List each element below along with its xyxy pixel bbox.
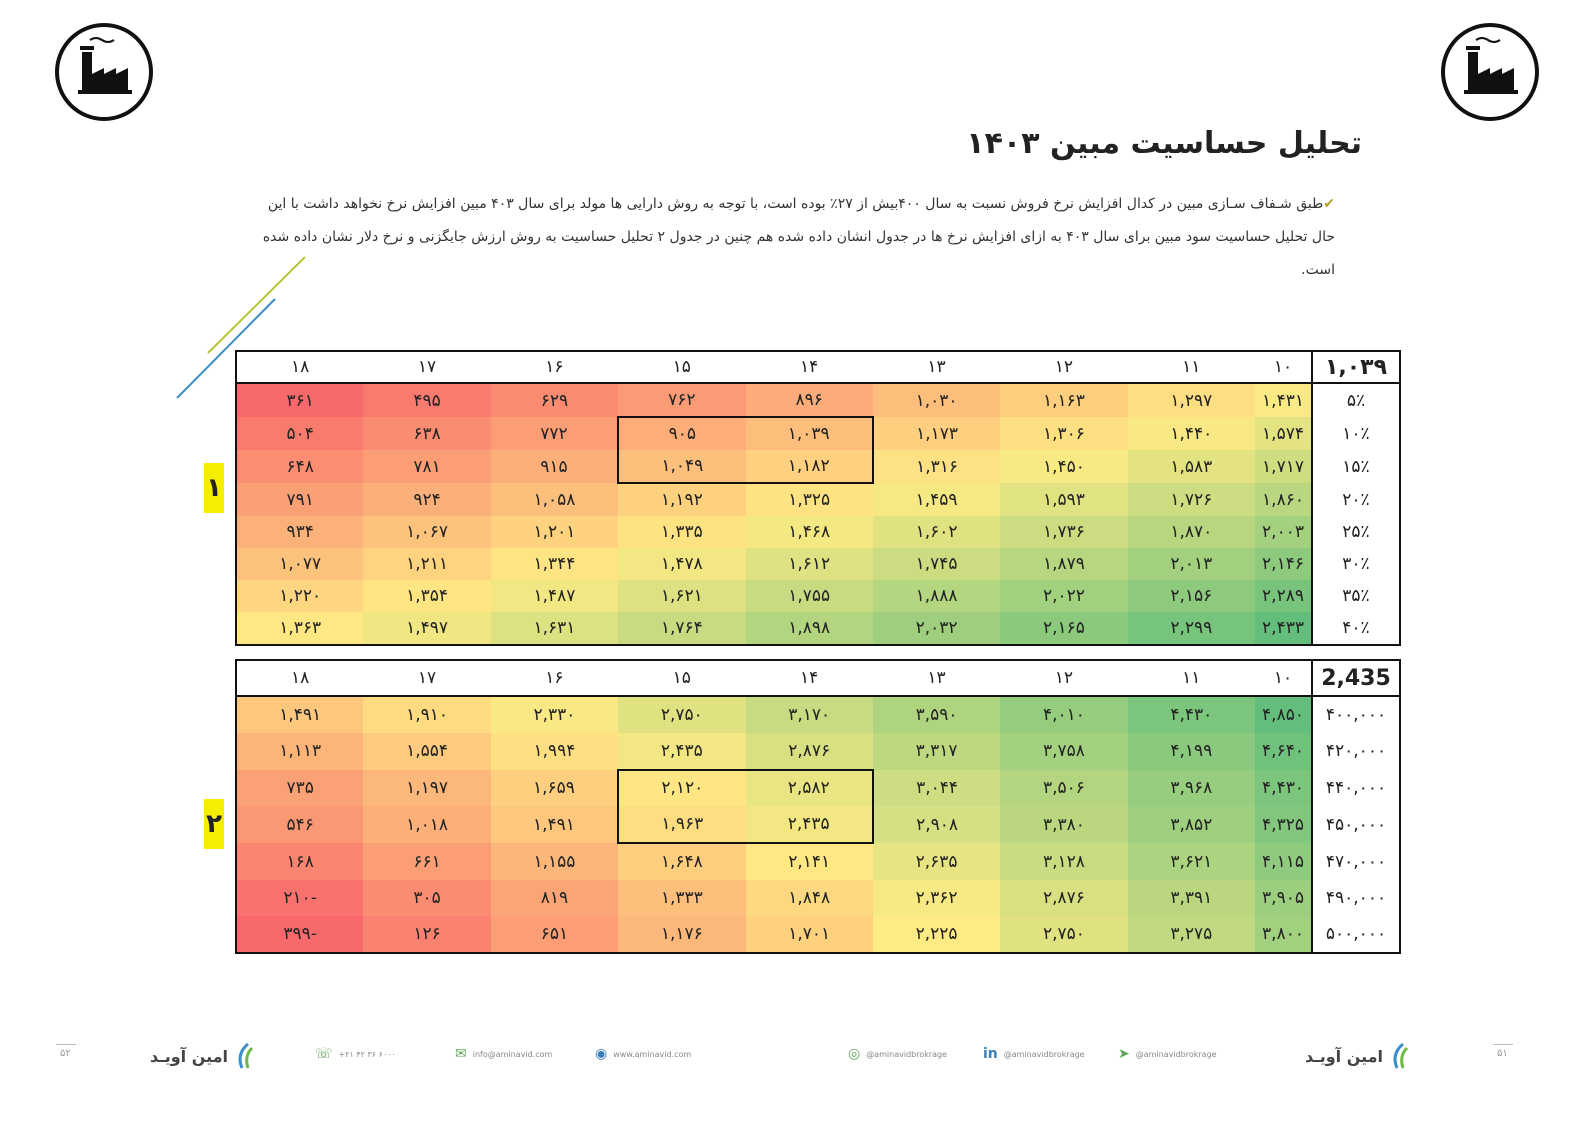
- table-cell: ۲,۸۷۶: [746, 733, 873, 770]
- mail-icon: ✉: [455, 1046, 467, 1062]
- factory-icon: [54, 22, 154, 122]
- table-cell: ۸۹۶: [746, 383, 873, 417]
- table-cell: -۳۹۹: [236, 916, 363, 953]
- table-cell: ۱,۷۲۶: [1128, 483, 1255, 516]
- table-cell: ۴۹۵: [363, 383, 490, 417]
- table-cell: ۹۲۴: [363, 483, 490, 516]
- table-cell: ۱,۸۴۸: [746, 880, 873, 916]
- table-cell: ۱,۰۳۰: [873, 383, 1000, 417]
- footer-telegram[interactable]: [1118, 1046, 1217, 1062]
- table-cell: ۱,۱۱۳: [236, 733, 363, 770]
- table-cell: ۸۱۹: [491, 880, 618, 916]
- telegram-icon: ➤: [1118, 1046, 1130, 1062]
- column-header: ۱۲: [1000, 660, 1127, 696]
- table-row: [236, 770, 1400, 807]
- table-cell: ۴,۰۱۰: [1000, 696, 1127, 733]
- table-cell: ۱,۱۷۳: [873, 417, 1000, 450]
- table-row: [236, 843, 1400, 880]
- telegram-text: @aminavidbrokrage: [1135, 1049, 1217, 1059]
- table-cell: ۱,۹۹۴: [491, 733, 618, 770]
- table-cell: ۱,۱۶۳: [1000, 383, 1127, 417]
- check-icon: ✔: [1323, 196, 1335, 212]
- instagram-icon: ◎: [848, 1046, 861, 1062]
- table-row: [236, 880, 1400, 916]
- table-cell: ۲,۰۲۲: [1000, 580, 1127, 612]
- table-cell: ۲,۲۹۹: [1128, 612, 1255, 645]
- table-cell: ۳,۶۲۱: [1128, 843, 1255, 880]
- table-cell: ۳,۰۴۴: [873, 770, 1000, 807]
- column-header: ۱۴: [746, 660, 873, 696]
- table-cell: ۴,۶۴۰: [1255, 733, 1312, 770]
- table-cell: ۱,۴۸۷: [491, 580, 618, 612]
- table-cell: ۳,۳۹۱: [1128, 880, 1255, 916]
- brand-name: امین آویـد: [1305, 1046, 1384, 1066]
- corner-value: ۱,۰۳۹: [1312, 351, 1400, 383]
- email-text: info@aminavid.com: [472, 1049, 553, 1059]
- table-cell: ۱,۱۷۶: [618, 916, 745, 953]
- table-cell: -۲۱۰: [236, 880, 363, 916]
- table-cell: ۲,۴۳۵: [618, 733, 745, 770]
- table2-badge: ۲: [204, 799, 224, 849]
- table-cell: ۱۶۸: [236, 843, 363, 880]
- table-cell: ۱,۵۹۳: [1000, 483, 1127, 516]
- table-cell: ۳,۲۷۵: [1128, 916, 1255, 953]
- table-cell: ۳,۱۷۰: [746, 696, 873, 733]
- row-header: ۲۰٪: [1312, 483, 1400, 516]
- table-cell: ۳,۵۰۶: [1000, 770, 1127, 807]
- column-header: ۱۷: [363, 351, 490, 383]
- phone-icon: ☏: [315, 1046, 333, 1062]
- table-cell: ۲,۶۳۵: [873, 843, 1000, 880]
- table-cell: ۱,۳۴۴: [491, 548, 618, 580]
- column-header: ۱۸: [236, 351, 363, 383]
- table-cell: ۱,۸۷۰: [1128, 516, 1255, 548]
- table-cell: ۱,۳۵۴: [363, 580, 490, 612]
- row-header: ۳۰٪: [1312, 548, 1400, 580]
- column-header: ۱۳: [873, 351, 1000, 383]
- table-cell: ۱,۲۰۱: [491, 516, 618, 548]
- table-cell: ۱,۴۶۸: [746, 516, 873, 548]
- table-cell: ۲,۷۵۰: [1000, 916, 1127, 953]
- footer-website[interactable]: [595, 1046, 691, 1062]
- table-row: [236, 383, 1400, 417]
- table-cell: ۱,۸۶۰: [1255, 483, 1312, 516]
- column-header: ۱۷: [363, 660, 490, 696]
- column-header: ۱۱: [1128, 351, 1255, 383]
- factory-logo-left: [54, 22, 154, 122]
- table-cell: ۱,۶۴۸: [618, 843, 745, 880]
- table-cell: ۱,۱۸۲: [746, 450, 873, 483]
- table-cell: ۱۲۶: [363, 916, 490, 953]
- table-cell: ۳,۸۵۲: [1128, 806, 1255, 843]
- table-cell: ۱,۰۵۸: [491, 483, 618, 516]
- table-cell: ۶۵۱: [491, 916, 618, 953]
- table-cell: ۴,۴۳۰: [1128, 696, 1255, 733]
- table-row: [236, 806, 1400, 843]
- table-row: [236, 696, 1400, 733]
- column-header: ۱۰: [1255, 660, 1312, 696]
- table-cell: ۱,۷۰۱: [746, 916, 873, 953]
- table-cell: ۱,۳۲۵: [746, 483, 873, 516]
- sensitivity-table-2: [235, 659, 1401, 954]
- table-cell: ۱,۴۹۷: [363, 612, 490, 645]
- table-row: [236, 580, 1400, 612]
- table-cell: ۲,۴۳۳: [1255, 612, 1312, 645]
- page-number-left: ۵۲: [60, 1048, 71, 1059]
- column-header: ۱۸: [236, 660, 363, 696]
- linkedin-icon: in: [983, 1046, 998, 1062]
- table-cell: ۴,۸۵۰: [1255, 696, 1312, 733]
- table-cell: ۳,۸۰۰: [1255, 916, 1312, 953]
- table-cell: ۲,۳۶۲: [873, 880, 1000, 916]
- corner-value: 2,435: [1312, 660, 1400, 696]
- table-cell: ۱,۷۶۴: [618, 612, 745, 645]
- table-cell: ۲,۵۸۲: [746, 770, 873, 807]
- footer-instagram[interactable]: [848, 1046, 947, 1062]
- table-row: [236, 548, 1400, 580]
- table-cell: ۶۳۸: [363, 417, 490, 450]
- table-cell: ۲,۰۰۳: [1255, 516, 1312, 548]
- table-cell: ۱,۰۶۷: [363, 516, 490, 548]
- table-cell: ۶۲۹: [491, 383, 618, 417]
- brand-left: [150, 1042, 256, 1070]
- table-row: [236, 450, 1400, 483]
- table-cell: ۱,۴۹۱: [491, 806, 618, 843]
- row-header: ۲۵٪: [1312, 516, 1400, 548]
- brand-logo-icon: [234, 1042, 256, 1070]
- table-cell: ۷۳۵: [236, 770, 363, 807]
- table-cell: ۲,۱۲۰: [618, 770, 745, 807]
- footer-phone[interactable]: [315, 1046, 396, 1062]
- table-cell: ۱,۸۸۸: [873, 580, 1000, 612]
- page-number-right: ۵۱: [1497, 1048, 1508, 1059]
- table-cell: ۱,۸۷۹: [1000, 548, 1127, 580]
- row-header: ۳۵٪: [1312, 580, 1400, 612]
- table-cell: ۱,۲۹۷: [1128, 383, 1255, 417]
- header-row: [236, 660, 1400, 696]
- table-cell: ۲,۱۴۱: [746, 843, 873, 880]
- table-cell: ۱,۷۵۵: [746, 580, 873, 612]
- linkedin-text: @aminavidbrokrage: [1003, 1049, 1085, 1059]
- row-header: ۴۴۰,۰۰۰: [1312, 770, 1400, 807]
- table-cell: ۳,۳۱۷: [873, 733, 1000, 770]
- table-cell: ۱,۵۸۳: [1128, 450, 1255, 483]
- table-cell: ۱,۷۴۵: [873, 548, 1000, 580]
- table-cell: ۱,۰۳۹: [746, 417, 873, 450]
- row-header: ۴۵۰,۰۰۰: [1312, 806, 1400, 843]
- table-cell: ۲,۱۶۵: [1000, 612, 1127, 645]
- sensitivity-table-1: [235, 350, 1401, 646]
- table1-badge: ۱: [204, 463, 224, 513]
- row-header: ۵۰۰,۰۰۰: [1312, 916, 1400, 953]
- table-cell: ۷۷۲: [491, 417, 618, 450]
- table-cell: ۹۳۴: [236, 516, 363, 548]
- table-cell: ۱,۱۹۲: [618, 483, 745, 516]
- table-cell: ۱,۹۱۰: [363, 696, 490, 733]
- table-cell: ۲,۷۵۰: [618, 696, 745, 733]
- footer-email[interactable]: [455, 1046, 552, 1062]
- website-text: www.aminavid.com: [613, 1049, 692, 1059]
- table-cell: ۱,۶۲۱: [618, 580, 745, 612]
- mouse-icon: ◉: [595, 1046, 608, 1062]
- table-row: [236, 417, 1400, 450]
- table-cell: ۱,۶۰۲: [873, 516, 1000, 548]
- table-cell: ۲,۰۳۲: [873, 612, 1000, 645]
- table-cell: ۱,۳۱۶: [873, 450, 1000, 483]
- table-cell: ۱,۴۹۱: [236, 696, 363, 733]
- table-cell: ۴,۳۲۵: [1255, 806, 1312, 843]
- table-cell: ۳,۳۸۰: [1000, 806, 1127, 843]
- phone-text: +۲۱ ۴۲ ۳۶ ۶۰۰۰: [338, 1049, 396, 1059]
- row-header: ۴۰۰,۰۰۰: [1312, 696, 1400, 733]
- column-header: ۱۰: [1255, 351, 1312, 383]
- table-cell: ۴,۴۳۰: [1255, 770, 1312, 807]
- table-cell: ۳۶۱: [236, 383, 363, 417]
- table-cell: ۲,۱۴۶: [1255, 548, 1312, 580]
- table-cell: ۱,۳۳۵: [618, 516, 745, 548]
- table-cell: ۷۶۲: [618, 383, 745, 417]
- table-cell: ۱,۵۵۴: [363, 733, 490, 770]
- instagram-text: @aminavidbrokrage: [866, 1049, 948, 1059]
- table-cell: ۲,۳۳۰: [491, 696, 618, 733]
- table-cell: ۹۰۵: [618, 417, 745, 450]
- table-cell: ۱,۴۵۹: [873, 483, 1000, 516]
- table-cell: ۳,۱۲۸: [1000, 843, 1127, 880]
- table-cell: ۳۰۵: [363, 880, 490, 916]
- table-cell: ۶۴۸: [236, 450, 363, 483]
- brand-right: [1305, 1042, 1411, 1070]
- column-header: ۱۶: [491, 660, 618, 696]
- table-cell: ۲,۱۵۶: [1128, 580, 1255, 612]
- row-header: ۴۷۰,۰۰۰: [1312, 843, 1400, 880]
- table-cell: ۲,۰۱۳: [1128, 548, 1255, 580]
- table-cell: ۱,۴۳۱: [1255, 383, 1312, 417]
- column-header: ۱۲: [1000, 351, 1127, 383]
- table-cell: ۱,۳۳۳: [618, 880, 745, 916]
- column-header: ۱۱: [1128, 660, 1255, 696]
- table-cell: ۴,۱۹۹: [1128, 733, 1255, 770]
- header-row: [236, 351, 1400, 383]
- table-cell: ۱,۵۷۴: [1255, 417, 1312, 450]
- table-cell: ۲,۲۲۵: [873, 916, 1000, 953]
- row-header: ۱۵٪: [1312, 450, 1400, 483]
- table-cell: ۱,۰۴۹: [618, 450, 745, 483]
- table-cell: ۳,۹۰۵: [1255, 880, 1312, 916]
- table-cell: ۱,۱۵۵: [491, 843, 618, 880]
- table-cell: ۲,۸۷۶: [1000, 880, 1127, 916]
- table-cell: ۱,۰۱۸: [363, 806, 490, 843]
- table-row: [236, 916, 1400, 953]
- table-cell: ۵۴۶: [236, 806, 363, 843]
- page-title: تحلیل حساسیت مبین ۱۴۰۳: [966, 126, 1362, 161]
- table-cell: ۶۶۱: [363, 843, 490, 880]
- column-header: ۱۴: [746, 351, 873, 383]
- table-cell: ۳,۹۶۸: [1128, 770, 1255, 807]
- table-cell: ۱,۱۹۷: [363, 770, 490, 807]
- table-cell: ۱,۴۴۰: [1128, 417, 1255, 450]
- row-header: ۱۰٪: [1312, 417, 1400, 450]
- column-header: ۱۵: [618, 660, 745, 696]
- row-header: ۴۰٪: [1312, 612, 1400, 645]
- row-header: ۴۹۰,۰۰۰: [1312, 880, 1400, 916]
- table-cell: ۱,۹۶۳: [618, 806, 745, 843]
- table-cell: ۱,۲۲۰: [236, 580, 363, 612]
- row-header: ۴۲۰,۰۰۰: [1312, 733, 1400, 770]
- table-cell: ۱,۴۷۸: [618, 548, 745, 580]
- table-cell: ۱,۶۱۲: [746, 548, 873, 580]
- intro-text: طبق شـفاف سـازی مبین در کدال افزایش نرخ فروش نسبت به سال ۴۰۰بیش از ۲۷٪ بوده است، با توجه به روش دارایی ها مولد برای سال ۴۰۳ مبین افزایش نرخ نخواهد داشت با این حال تحلیل حساسیت سود مبین برای سال ۴۰۳ به ازای افزایش نرخ ها در جدول انشان داده شده هم چنین در جدول ۲ تحلیل حساسیت به روش ارزش جایگزنی و نرخ دلار نشان داده شده است.: [262, 196, 1335, 278]
- table-cell: ۱,۶۳۱: [491, 612, 618, 645]
- table-cell: ۱,۴۵۰: [1000, 450, 1127, 483]
- table-cell: ۳,۷۵۸: [1000, 733, 1127, 770]
- table-cell: ۱,۲۱۱: [363, 548, 490, 580]
- table-cell: ۱,۷۱۷: [1255, 450, 1312, 483]
- intro-paragraph: [255, 188, 1335, 287]
- table-cell: ۴,۱۱۵: [1255, 843, 1312, 880]
- row-header: ۵٪: [1312, 383, 1400, 417]
- table-cell: ۱,۶۵۹: [491, 770, 618, 807]
- brand-name: امین آویـد: [150, 1046, 229, 1066]
- table-cell: ۷۹۱: [236, 483, 363, 516]
- table-row: [236, 516, 1400, 548]
- table-cell: ۹۱۵: [491, 450, 618, 483]
- table-row: [236, 612, 1400, 645]
- table-cell: ۱,۸۹۸: [746, 612, 873, 645]
- table-cell: ۲,۲۸۹: [1255, 580, 1312, 612]
- table-cell: ۲,۹۰۸: [873, 806, 1000, 843]
- table-cell: ۲,۴۳۵: [746, 806, 873, 843]
- table-cell: ۷۸۱: [363, 450, 490, 483]
- column-header: ۱۳: [873, 660, 1000, 696]
- column-header: ۱۵: [618, 351, 745, 383]
- footer-linkedin[interactable]: [983, 1046, 1085, 1062]
- table-cell: ۱,۰۷۷: [236, 548, 363, 580]
- column-header: ۱۶: [491, 351, 618, 383]
- factory-logo-right: [1440, 22, 1540, 122]
- table-row: [236, 483, 1400, 516]
- brand-logo-icon: [1389, 1042, 1411, 1070]
- table-row: [236, 733, 1400, 770]
- table-cell: ۳,۵۹۰: [873, 696, 1000, 733]
- table-cell: ۱,۳۶۳: [236, 612, 363, 645]
- factory-icon: [1440, 22, 1540, 122]
- table-cell: ۱,۷۳۶: [1000, 516, 1127, 548]
- table-cell: ۱,۳۰۶: [1000, 417, 1127, 450]
- table-cell: ۵۰۴: [236, 417, 363, 450]
